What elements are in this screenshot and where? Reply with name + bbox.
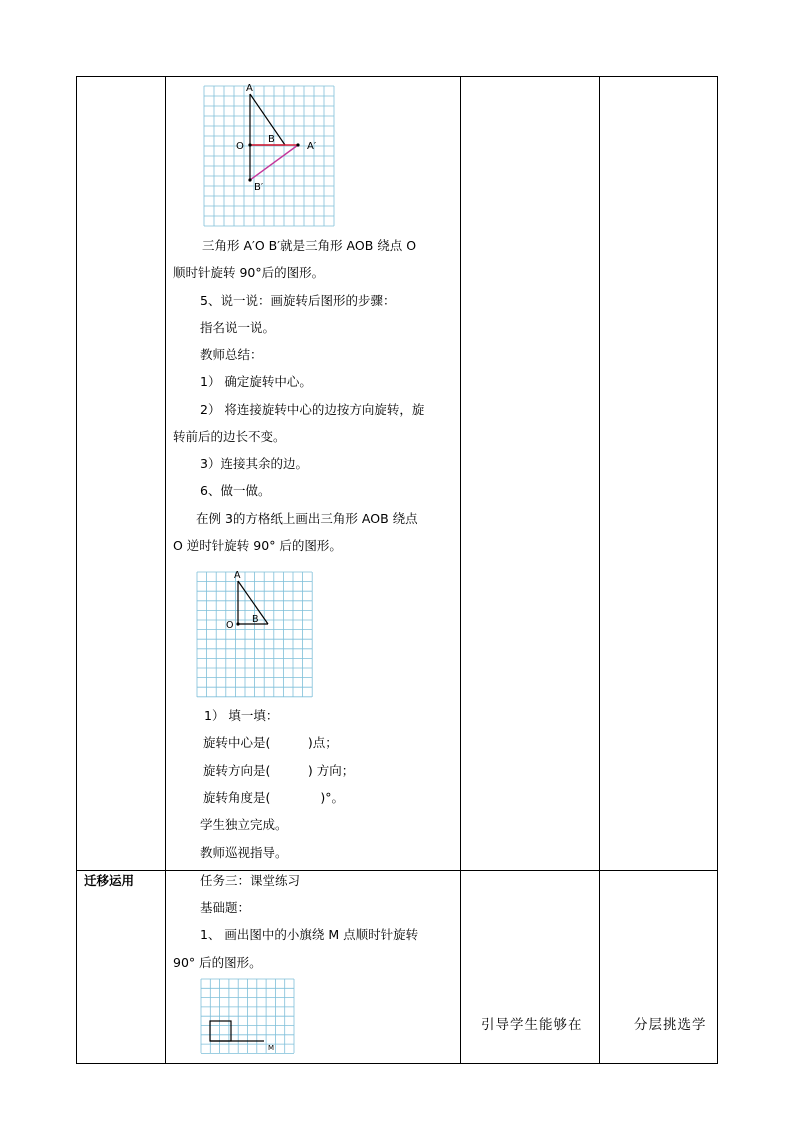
text-line: O 逆时针旋转 90° 后的图形。 [173,538,342,553]
point-b-prime [248,178,251,181]
flag-square [210,1021,231,1041]
text-line: 教师巡视指导。 [200,845,288,860]
grid [201,979,294,1053]
column-divider-3 [599,76,600,1064]
text-line: 指名说一说。 [200,320,276,335]
row-divider [76,870,718,871]
text-line: 旋转角度是( )°。 [203,790,345,805]
flag-figure [198,976,298,1056]
point-o [248,143,251,146]
label-m: M [268,1044,275,1052]
label-b: B [252,614,259,625]
point-a-prime [296,143,299,146]
text-line: 学生独立完成。 [200,817,288,832]
rotation-figure-1 [200,82,336,232]
text-line: 顺时针旋转 90°后的图形。 [173,265,325,280]
grid [197,572,312,697]
label-a: A [234,570,241,581]
column-divider-2 [460,76,461,1064]
point-o [236,622,239,625]
label-a: A [246,83,253,94]
column-divider-1 [165,76,166,1064]
text-line: 1、 画出图中的小旗绕 M 点顺时针旋转 [200,927,419,942]
label-b-prime: B′ [254,182,264,193]
rotation-figure-2 [194,568,316,700]
row-label: 迁移运用 [84,873,135,888]
text-line: 6、做一做。 [200,483,271,498]
text-line: 5、说一说：画旋转后图形的步骤： [200,293,396,308]
label-o: O [236,141,244,152]
text-line: 三角形 A′O B′就是三角形 AOB 绕点 O [202,238,417,253]
text-line: 3）连接其余的边。 [200,456,308,471]
text-line: 转前后的边长不变。 [173,429,286,444]
text-line: 旋转方向是( ) 方向； [203,763,355,778]
text-line: 1） 确定旋转中心。 [200,374,312,389]
col4-text: 分层挑选学 [634,1017,707,1033]
text-line: 任务三：课堂练习 [200,873,301,888]
text-line: 2） 将连接旋转中心的边按方向旋转，旋 [200,402,425,417]
text-line: 基础题： [200,900,251,915]
label-b: B [268,134,275,145]
text-line: 在例 3的方格纸上画出三角形 AOB 绕点 [196,511,418,526]
text-line: 90° 后的图形。 [173,955,262,970]
grid [204,86,334,226]
label-o: O [226,620,234,631]
col3-text: 引导学生能够在 [481,1017,583,1033]
text-line: 教师总结： [200,347,263,362]
text-line: 旋转中心是( )点； [203,735,338,750]
text-line: 1） 填一填： [204,708,279,723]
label-a-prime: A′ [307,141,317,152]
lesson-table [76,76,718,1064]
